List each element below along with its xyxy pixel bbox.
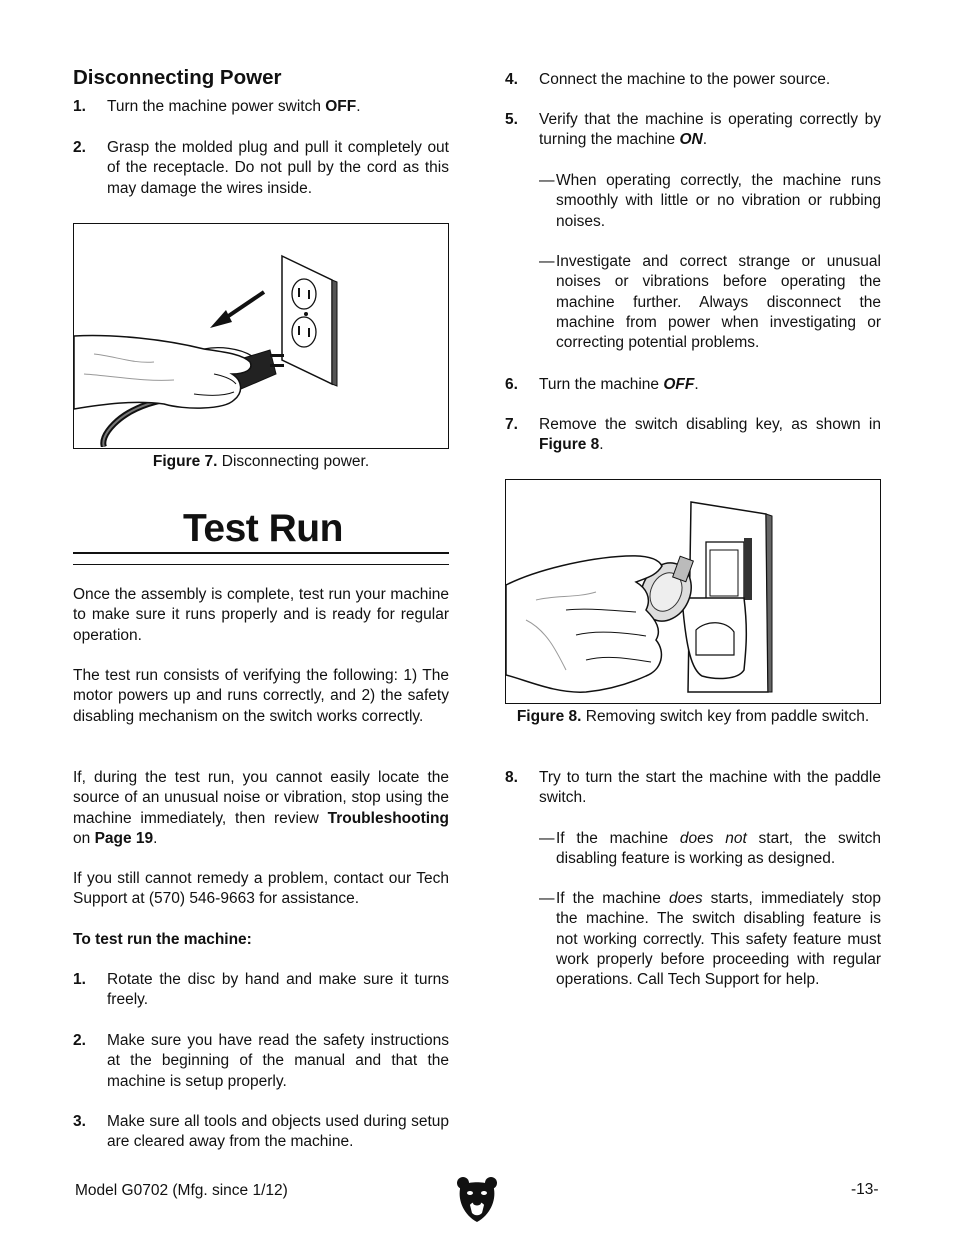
step-number: 4. <box>505 71 518 88</box>
hand-icon <box>506 556 662 692</box>
figure-7-illustration <box>73 223 449 449</box>
step-text: Grasp the molded plug and pull it completely out of the receptacle. Do not pull by the cord as this may damage the wires inside. <box>107 139 449 197</box>
page-title: Test Run <box>183 507 343 550</box>
pull-direction-arrow-icon <box>210 292 264 328</box>
step-text: Turn the machine power switch OFF. <box>107 98 361 115</box>
paddle-switch-icon <box>682 502 772 692</box>
test-step-7 <box>505 415 881 456</box>
step-8-note-2: — If the machine does starts, immediately stop the machine. The switch disabling feature is not working correctly. This safety feature must work properly before proceeding with regular operations. Call Tech Support for help. <box>539 890 881 989</box>
step-5-note-2: — Investigate and correct strange or unusual noises or vibrations before operating the machine further. Always disconnect the machine from power when investigating or correcting potential problems. <box>539 253 881 352</box>
troubleshooting-reference: Troubleshooting <box>327 809 449 827</box>
hand-pulling-plug-illustration <box>74 224 447 447</box>
test-step-6 <box>505 375 881 395</box>
step-number: 7. <box>505 416 518 433</box>
troubleshooting-paragraph: If, during the test run, you cannot easily locate the source of an unusual noise or vibration, stop using the machine immediately, then review Troubleshooting on Page 19. <box>73 769 449 847</box>
test-step-4 <box>505 70 881 90</box>
test-step-3 <box>73 1112 449 1153</box>
figure-7-caption: Figure 7. Disconnecting power. <box>152 453 370 470</box>
step-5-note-1: — When operating correctly, the machine runs smoothly with little or no vibration or rubbing noises. <box>539 172 881 230</box>
figure-8-illustration <box>505 479 881 704</box>
step-number: 1. <box>73 98 86 115</box>
footer-page-number: -13- <box>851 1181 879 1198</box>
disconnect-step-1 <box>73 97 449 117</box>
title-rule-thick <box>73 552 449 554</box>
step-8-note-1: — If the machine does not start, the switch disabling feature is working as designed. <box>539 830 882 868</box>
test-step-8 <box>505 768 881 809</box>
step-text: Rotate the disc by hand and make sure it turns freely. <box>107 971 449 1009</box>
step-number: 6. <box>505 376 518 393</box>
step-number: 1. <box>73 971 86 988</box>
step-text: Verify that the machine is operating correctly by turning the machine ON. <box>539 111 881 149</box>
step-number: 2. <box>73 139 86 156</box>
step-text: Try to turn the start the machine with the paddle switch. <box>539 769 881 807</box>
step-number: 2. <box>73 1032 86 1049</box>
step-text: Connect the machine to the power source. <box>539 71 831 88</box>
footer-model: Model G0702 (Mfg. since 1/12) <box>75 1182 288 1199</box>
tech-support-paragraph: If you still cannot remedy a problem, contact our Tech Support at (570) 546-9663 for assistance. <box>73 870 449 908</box>
test-step-5 <box>505 110 881 151</box>
step-number: 3. <box>73 1113 86 1130</box>
figure-8-caption: Figure 8. Removing switch key from paddle switch. <box>516 708 870 725</box>
test-step-1 <box>73 970 449 1011</box>
hand-icon <box>74 336 252 409</box>
step-text: Make sure you have read the safety instructions at the beginning of the manual and that the machine is setup properly. <box>107 1032 449 1090</box>
step-number: 8. <box>505 769 518 786</box>
title-rule-thin <box>73 564 449 565</box>
bear-head-logo-icon <box>456 1175 498 1223</box>
step-text: Make sure all tools and objects used during setup are cleared away from the machine. <box>107 1113 449 1151</box>
procedure-subheading: To test run the machine: <box>73 931 252 948</box>
step-number: 5. <box>505 111 518 128</box>
page-reference: Page 19 <box>94 829 154 847</box>
verification-paragraph: The test run consists of verifying the following: 1) The motor powers up and runs correctly, and 2) the safety disabling mechanism on the switch works correctly. <box>73 667 449 725</box>
step-text: Remove the switch disabling key, as shown in Figure 8. <box>539 416 881 454</box>
wall-outlet-icon <box>282 256 337 386</box>
figure-8-reference: Figure 8 <box>539 436 600 454</box>
section-heading-disconnecting-power: Disconnecting Power <box>73 66 282 89</box>
test-step-2 <box>73 1031 449 1092</box>
intro-paragraph: Once the assembly is complete, test run your machine to make sure it runs properly and is ready for regular operation. <box>73 586 449 644</box>
step-text: Turn the machine OFF. <box>539 376 699 393</box>
disconnect-step-2 <box>73 138 449 199</box>
removing-switch-key-illustration <box>506 480 879 702</box>
